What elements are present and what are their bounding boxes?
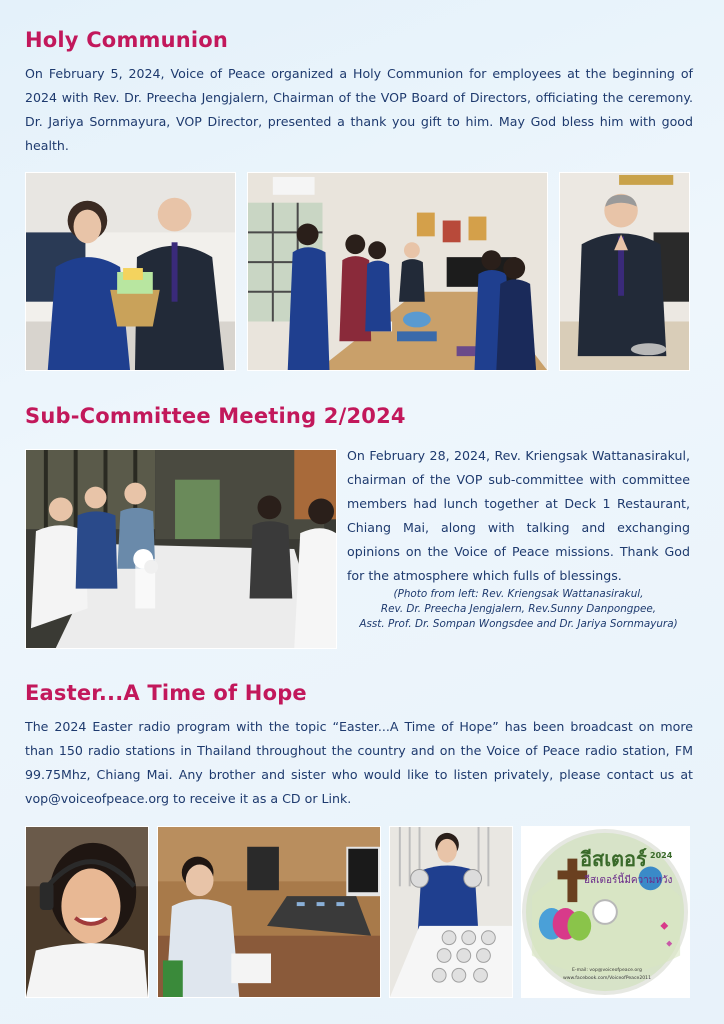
cd-email: E-mail: vop@voiceofpeace.org: [572, 968, 642, 973]
caption-line: (Photo from left: Rev. Kriengsak Wattanasirakul,: [393, 588, 644, 600]
photo-radio-studio: [157, 826, 381, 998]
photo-easter-cd: [521, 826, 690, 998]
sub-committee-heading: Sub-Committee Meeting 2/2024: [25, 404, 406, 428]
photo-prayer: [559, 172, 690, 371]
cd-year: 2024: [650, 851, 673, 860]
cd-subtitle: อีสเตอร์นี้มีความหวัง: [584, 875, 673, 886]
photo-caption: [347, 587, 690, 632]
easter-heading: Easter...A Time of Hope: [25, 681, 307, 705]
photo-presenter-headset: [25, 826, 149, 998]
holy-communion-heading: Holy Communion: [25, 28, 229, 52]
cd-facebook: www.facebook.com/VoiceofPeace2011: [562, 976, 652, 981]
photo-committee-lunch: [25, 449, 337, 649]
photo-gift-presentation: [25, 172, 236, 371]
caption-line: Asst. Prof. Dr. Sompan Wongsdee and Dr. Jariya Sornmayura): [359, 618, 678, 630]
holy-communion-body: On February 5, 2024, Voice of Peace organized a Holy Communion for employees at the beginning of 2024 with Rev. Dr. Preecha Jengjalern, Chairman of the VOP Board of Directors, officiating the ceremony. Dr. Jariya Sornmayura, VOP Director, presented a thank you gift to him. May God bless him with good health.: [25, 66, 693, 153]
photo-communion-ceremony: [247, 172, 548, 371]
photo-cd-display: [389, 826, 513, 998]
cd-title: อีสเตอร์: [580, 847, 647, 871]
caption-line: Rev. Dr. Preecha Jengjalern, Rev.Sunny Danpongpee,: [380, 603, 657, 615]
easter-body: The 2024 Easter radio program with the topic “Easter...A Time of Hope” has been broadcast on more than 150 radio stations in Thailand throughout the country and on the Voice of Peace radio station, FM 99.75Mhz, Chiang Mai. Any brother and sister who would like to listen privately, please contact us at vop@voiceofpeace.org to receive it as a CD or Link.: [25, 719, 693, 806]
sub-committee-body: On February 28, 2024, Rev. Kriengsak Wattanasirakul, chairman of the VOP sub-committee with committee members had lunch together at Deck 1 Restaurant, Chiang Mai, along with talking and exchanging opinions on the Voice of Peace missions. Thank God for the atmosphere which fulls of blessings.: [347, 448, 690, 583]
